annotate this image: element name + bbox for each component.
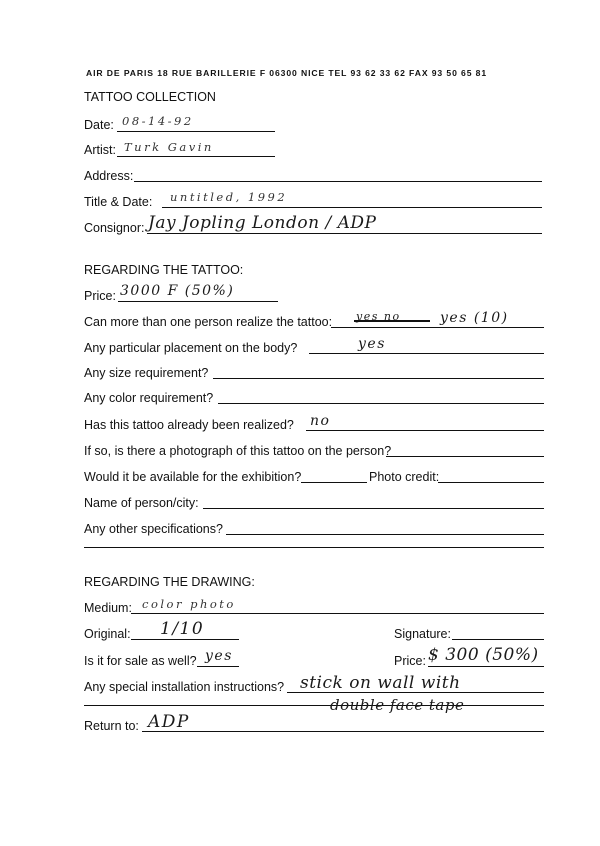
consignor-label: Consignor: <box>84 221 145 235</box>
signature-line[interactable] <box>452 639 544 640</box>
for-sale-value[interactable]: yes <box>205 648 233 664</box>
title-date-line <box>162 207 542 208</box>
address-label: Address: <box>84 169 134 183</box>
tattoo-price-label: Price: <box>84 289 116 303</box>
artist-line <box>117 156 275 157</box>
installation-value-line1[interactable]: stick on wall with <box>300 673 461 693</box>
size-label: Any size requirement? <box>84 366 209 380</box>
color-line[interactable] <box>218 403 544 404</box>
person-city-line[interactable] <box>203 508 544 509</box>
size-line[interactable] <box>213 378 544 379</box>
installation-line-2 <box>84 705 544 706</box>
consignor-value[interactable]: Jay Jopling London / ADP <box>148 213 377 233</box>
placement-label: Any particular placement on the body? <box>84 341 298 355</box>
realized-label: Has this tattoo already been realized? <box>84 418 294 432</box>
other-specs-label: Any other specifications? <box>84 522 223 536</box>
strikethrough-mark <box>354 320 430 322</box>
original-label: Original: <box>84 627 131 641</box>
photograph-label: If so, is there a photograph of this tattoo on the person? <box>84 444 392 458</box>
installation-value-line2[interactable]: double face tape <box>330 696 465 714</box>
address-line[interactable] <box>134 181 542 182</box>
placement-value[interactable]: yes <box>358 336 386 352</box>
medium-value[interactable]: color photo <box>142 597 236 611</box>
other-specs-line-2[interactable] <box>84 547 544 548</box>
date-label: Date: <box>84 118 114 132</box>
realized-line <box>306 430 544 431</box>
tattoo-price-line <box>118 301 278 302</box>
realized-value[interactable]: no <box>310 413 331 429</box>
more-than-one-struck-text: yes no <box>356 310 401 323</box>
return-line <box>142 731 544 732</box>
original-line <box>131 639 239 640</box>
installation-label: Any special installation instructions? <box>84 680 285 694</box>
form-title: TATTOO COLLECTION <box>84 90 216 104</box>
drawing-price-value[interactable]: $ 300 (50%) <box>428 645 539 665</box>
title-date-value[interactable]: untitled, 1992 <box>170 190 288 204</box>
photo-credit-label: Photo credit: <box>369 470 440 484</box>
drawing-section-heading: REGARDING THE DRAWING: <box>84 575 255 589</box>
drawing-price-line <box>428 666 544 667</box>
tattoo-price-value[interactable]: 3000 F (50%) <box>120 283 235 299</box>
color-label: Any color requirement? <box>84 391 214 405</box>
placement-line <box>309 353 544 354</box>
person-city-label: Name of person/city: <box>84 496 199 510</box>
exhibition-line[interactable] <box>301 482 367 483</box>
artist-label: Artist: <box>84 143 116 157</box>
more-than-one-value[interactable]: yes (10) <box>440 310 509 326</box>
signature-label: Signature: <box>394 627 451 641</box>
for-sale-label: Is it for sale as well? <box>84 654 197 668</box>
original-value[interactable]: 1/10 <box>160 619 205 639</box>
exhibition-label: Would it be available for the exhibition? <box>84 470 302 484</box>
medium-line <box>131 613 544 614</box>
title-date-label: Title & Date: <box>84 195 153 209</box>
consignor-line <box>147 233 542 234</box>
date-value[interactable]: 08-14-92 <box>122 114 194 128</box>
for-sale-line <box>197 666 239 667</box>
drawing-price-label: Price: <box>394 654 426 668</box>
medium-label: Medium: <box>84 601 132 615</box>
other-specs-line[interactable] <box>226 534 544 535</box>
more-than-one-line <box>331 327 544 328</box>
date-line <box>117 131 275 132</box>
photograph-line[interactable] <box>386 456 544 457</box>
gallery-address-line: AIR DE PARIS 18 RUE BARILLERIE F 06300 NICE TEL 93 62 33 62 FAX 93 50 65 81 <box>86 68 488 78</box>
photo-credit-line[interactable] <box>438 482 544 483</box>
more-than-one-label: Can more than one person realize the tattoo: <box>84 315 333 329</box>
return-label: Return to: <box>84 719 139 733</box>
return-value[interactable]: ADP <box>148 712 190 732</box>
tattoo-section-heading: REGARDING THE TATTOO: <box>84 263 244 277</box>
artist-value[interactable]: Turk Gavin <box>124 140 214 154</box>
